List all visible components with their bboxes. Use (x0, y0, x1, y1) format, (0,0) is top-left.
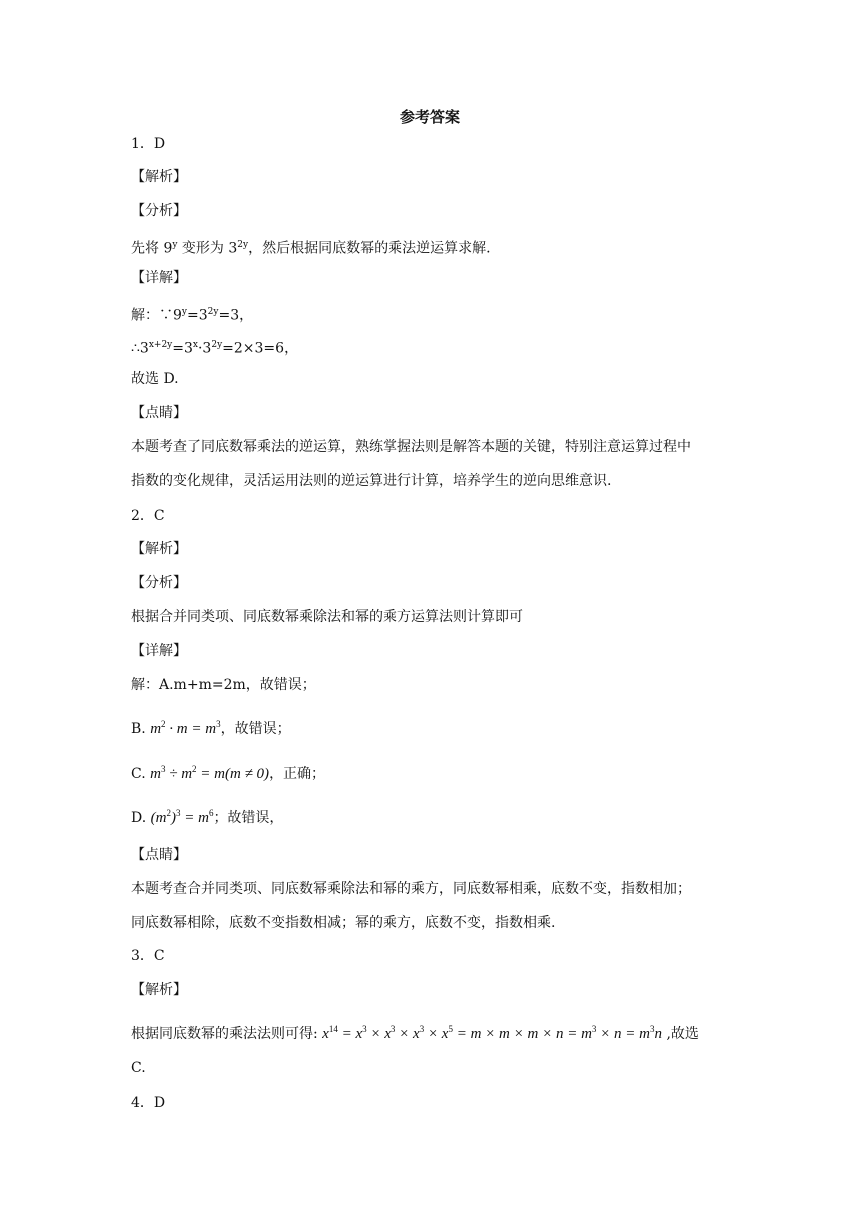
q1-step1-b: =3 (187, 307, 208, 324)
q1-dianjing-heading: 【点睛】 (131, 405, 187, 421)
q1-choose: 故选 D. (131, 371, 179, 387)
q2-d-formula (151, 810, 214, 826)
q2-d-m3-sup: 6 (208, 808, 214, 818)
q3-m2-sup: 3 (362, 1024, 367, 1034)
q3-m7-sup: 3 (650, 1024, 655, 1034)
q2-b-tail: ，故错误； (220, 721, 291, 737)
q1-step1-sup2: 2y (207, 307, 219, 317)
q2-d-m1-sup: 2 (166, 808, 171, 818)
q3-answer: 3．C (131, 948, 165, 964)
q1-answer: 1．D (131, 136, 166, 152)
q3-m3: × x (366, 1026, 391, 1042)
q1-analysis-text-b: 变形为 3 (177, 240, 238, 257)
q2-xiangjie-heading: 【详解】 (131, 643, 187, 659)
q1-analysis-sup2: 2y (237, 240, 249, 250)
q2-b-formula (150, 721, 220, 737)
q2-c-formula (150, 766, 269, 782)
q2-dianjing-heading: 【点睛】 (131, 847, 187, 863)
q2-analysis: 根据合并同类项、同底数幂乘除法和幂的乘方运算法则计算即可 (131, 609, 523, 625)
q3-m4: × x (395, 1026, 420, 1042)
q2-b-m1-sup: 2 (161, 719, 166, 729)
q2-b-label: B. (131, 721, 146, 737)
q2-option-d (131, 803, 283, 828)
q2-c-label: C. (131, 766, 146, 782)
q2-d-m2: ) (170, 810, 176, 826)
q1-step1-sup1: y (181, 307, 188, 317)
q3-m6-sup: 3 (591, 1024, 597, 1034)
q2-d-m3: = m (180, 810, 209, 826)
q3-jiexi-heading: 【解析】 (131, 982, 187, 998)
q1-analysis-sup1: y (172, 240, 178, 250)
q3-m1-sup: 14 (328, 1024, 338, 1034)
q1-step2-d: =2×3=6， (222, 340, 299, 357)
q3-m1: x (322, 1026, 329, 1042)
q2-c-m2: ÷ m (165, 766, 193, 782)
q2-b-m2-sup: 3 (216, 719, 221, 729)
q3-tail-line: C. (131, 1060, 146, 1076)
q2-option-c (131, 759, 325, 784)
q2-jiexi-heading: 【解析】 (131, 541, 187, 557)
q3-m4-sup: 3 (419, 1024, 425, 1034)
q3-m6: = m × m × m × n = m (452, 1026, 592, 1042)
q1-analysis-text-a: 先将 9 (131, 240, 173, 257)
q2-c-m1: m (150, 766, 161, 782)
q1-step2-a: ∴3 (131, 340, 149, 357)
q3-m5-sup: 5 (448, 1024, 453, 1034)
q2-comment-line2: 同底数幂相除，底数不变指数相减；幂的乘方，底数不变，指数相乘. (131, 915, 556, 931)
q1-step2-sup2: x (192, 340, 198, 350)
q3-tail: ,故选 (662, 1026, 699, 1042)
q2-comment-line1: 本题考查合并同类项、同底数幂乘除法和幂的乘方，同底数幂相乘，底数不变，指数相加； (131, 881, 691, 897)
q2-b-m2: · m = m (165, 721, 217, 737)
q1-jiexi-heading: 【解析】 (131, 169, 187, 185)
q2-c-m2-sup: 2 (192, 764, 197, 774)
q1-comment-line1: 本题考查了同底数幂乘法的逆运算，熟练掌握法则是解答本题的关键，特别注意运算过程中 (131, 439, 691, 455)
q1-xiangjie-heading: 【详解】 (131, 270, 187, 286)
q2-option-b (131, 714, 291, 739)
q1-step1-c: =3， (218, 307, 254, 324)
q1-analysis (131, 235, 491, 259)
q3-m3-sup: 3 (390, 1024, 396, 1034)
q1-comment-line2: 指数的变化规律，灵活运用法则的逆运算进行计算，培养学生的逆向思维意识. (131, 473, 612, 489)
q2-b-m1: m (150, 721, 162, 737)
q4-answer: 4．D (131, 1095, 166, 1111)
q3-m8: n (654, 1026, 662, 1042)
q2-c-m1-sup: 3 (160, 764, 166, 774)
q1-fenxi-heading: 【分析】 (131, 203, 187, 219)
q2-fenxi-heading: 【分析】 (131, 575, 187, 591)
q2-d-m1: (m (150, 810, 167, 826)
q3-m7: × n = m (596, 1026, 650, 1042)
q2-d-m2-sup: 3 (175, 808, 181, 818)
q2-answer: 2．C (131, 508, 165, 524)
page-title: 参考答案 (399, 108, 460, 126)
q2-d-label: D. (131, 810, 147, 826)
q1-step2-sup1: x+2y (148, 340, 173, 350)
q1-step2-sup3: 2y (211, 340, 223, 350)
q1-step1 (131, 302, 253, 326)
q2-d-tail: ；故错误， (213, 810, 284, 826)
q1-step2-b: =3 (172, 340, 193, 357)
q3-formula-line (131, 1019, 699, 1044)
q1-step2-c: ·3 (197, 340, 212, 357)
q2-option-a: 解：A.m+m=2m，故错误； (131, 677, 316, 693)
q2-c-tail: ，正确； (269, 766, 326, 782)
q3-formula (322, 1026, 662, 1042)
q2-c-m3: = m(m ≠ 0) (196, 766, 270, 782)
q3-m5: × x (424, 1026, 449, 1042)
q3-prefix: 根据同底数幂的乘法法则可得: (131, 1026, 323, 1042)
q1-analysis-text-c: ，然后根据同底数幂的乘法逆运算求解. (248, 240, 491, 257)
q1-step2 (131, 335, 298, 359)
q1-step1-a: 解：∵9 (131, 307, 182, 324)
q3-m2: = x (337, 1026, 363, 1042)
